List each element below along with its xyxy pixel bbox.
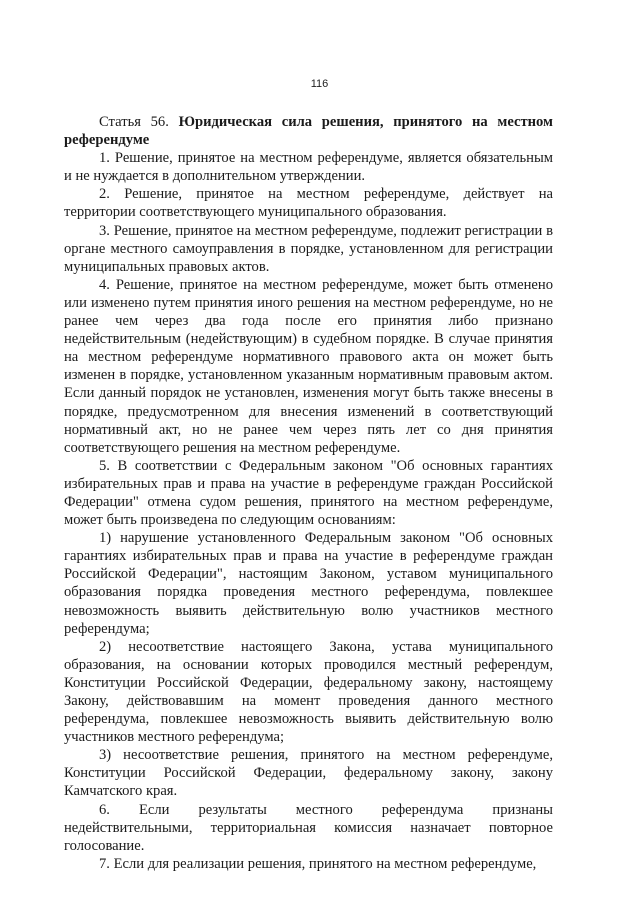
paragraph-7: 7. Если для реализации решения, принятого на местном референдуме,	[99, 855, 537, 872]
list-item-3: 3) несоответствие решения, принятого на местном референдуме, Конституции Российской Федерации, федеральному закону, закону Камчатского края.	[64, 747, 553, 800]
article-title: Юридическая сила решения, принятого на местном референдуме	[64, 114, 553, 149]
paragraph-1: 1. Решение, принятое на местном референдуме, является обязательным и не нуждается в дополнительном утверждении.	[64, 150, 553, 185]
paragraph-3: 3. Решение, принятое на местном референдуме, подлежит регистрации в органе местного самоуправления в порядке, установленном для регистрации муниципальных правовых актов.	[64, 222, 553, 275]
paragraph-2: 2. Решение, принятое на местном референдуме, действует на территории соответствующего муниципального образования.	[64, 186, 553, 221]
article-heading	[64, 113, 553, 149]
article-label: Статья 56.	[99, 114, 169, 130]
document-body	[64, 113, 553, 873]
list-item-2: 2) несоответствие настоящего Закона, устава муниципального образования, на основании которых проводился местный референдум, Конституции Российской Федерации, федеральному закону, настоящему Закону, действовавшим на момент проведения данного местного референдума, повлекшее невозможность выявить действительную волю участников местного референдума;	[64, 638, 553, 746]
list-item-1: 1) нарушение установленного Федеральным законом "Об основных гарантиях избирательных прав и права на участие в референдуме граждан Российской Федерации", настоящим Законом, уставом муниципального образования порядка проведения местного референдума, повлекшее невозможность выявить действительную волю участников местного референдума;	[64, 530, 553, 637]
page-number: 116	[310, 78, 329, 90]
paragraph-5: 5. В соответствии с Федеральным законом "Об основных гарантиях избирательных прав и права на участие в референдуме граждан Российской Федерации" отмена судом решения, принятого на местном референдуме, может быть произведена по следующим основаниям:	[64, 457, 553, 529]
paragraph-6: 6. Если результаты местного референдума признаны недействительными, территориальная комиссия назначает повторное голосование.	[64, 801, 553, 854]
paragraph-4: 4. Решение, принятое на местном референдуме, может быть отменено или изменено путем принятия иного решения на местном референдуме, но не ранее чем через два года после его принятия либо признано недействительным (недействующим) в судебном порядке. В случае принятия на местном референдуме нормативного правового акта он может быть изменен в порядке, установленном указанным нормативным правовым актом. Если данный порядок не установлен, изменения могут быть также внесены в порядке, предусмотренном для внесения изменений в соответствующий нормативный акт, но не ранее чем через пять лет со дня принятия соответствующего решения на местном референдуме.	[64, 276, 553, 456]
